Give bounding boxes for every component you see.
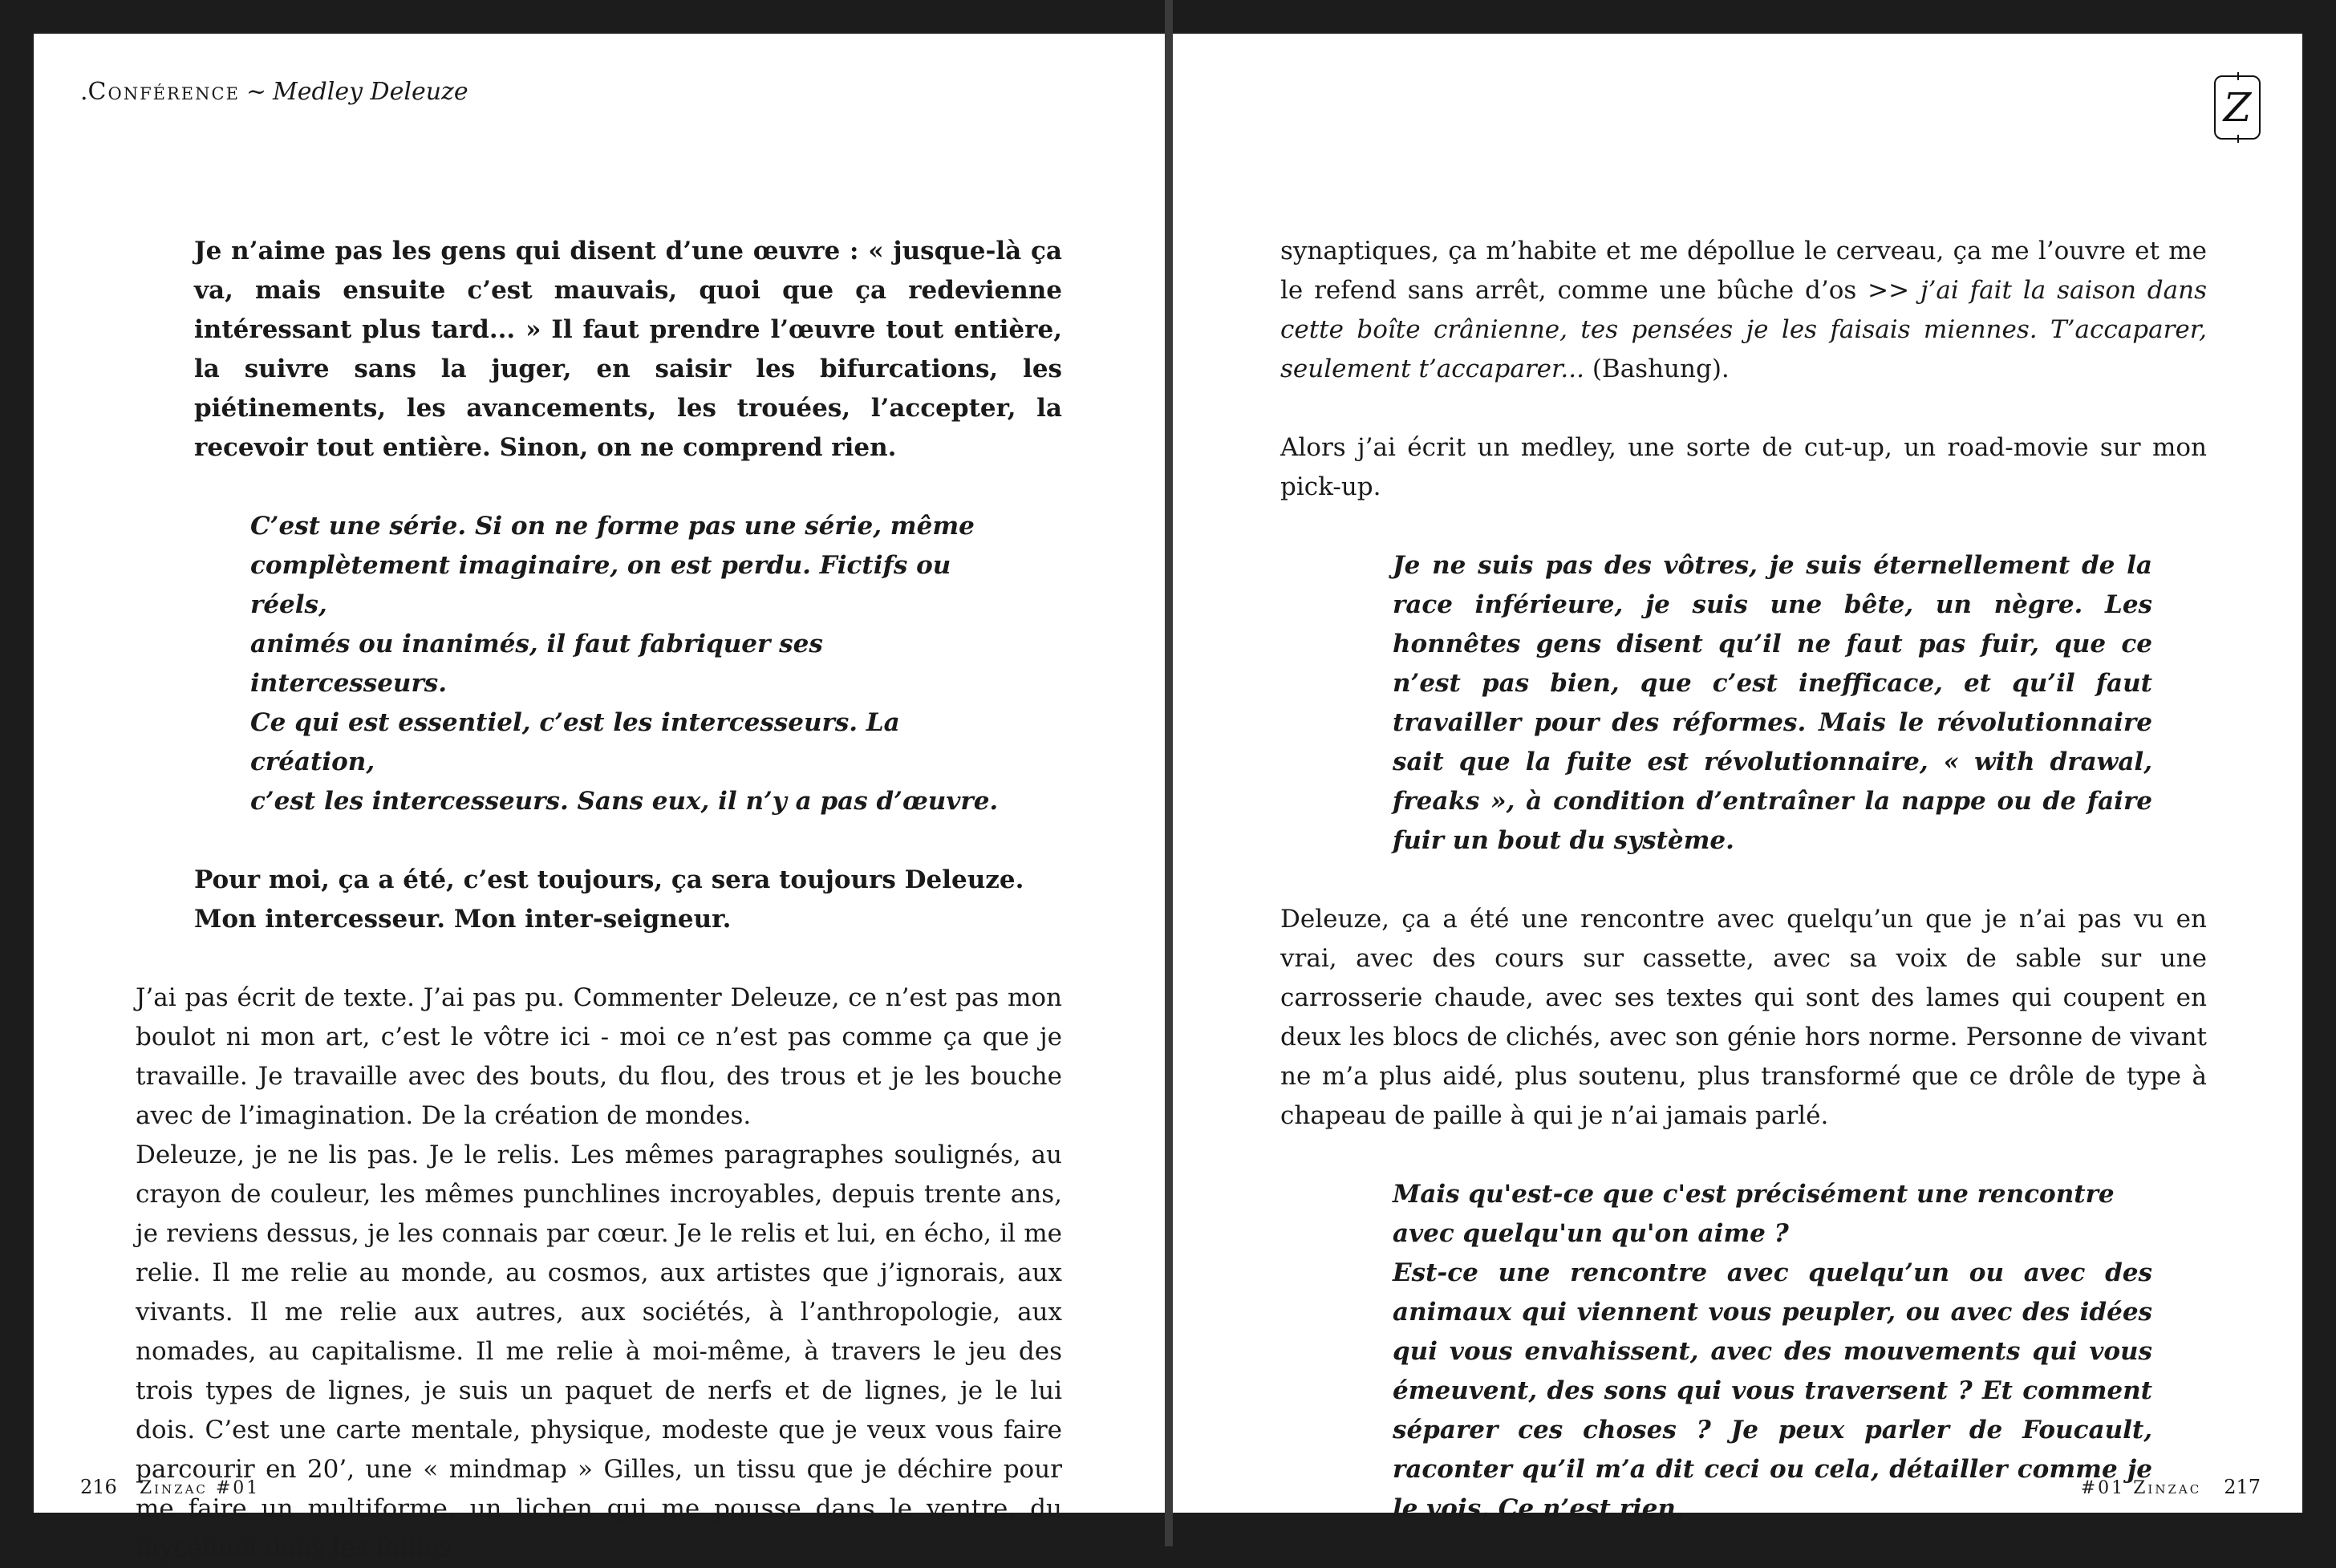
quote-line: C’est une série. Si on ne forme pas une série, même	[250, 512, 975, 541]
quote-line: Ce qui est essentiel, c’est les intercesseurs. La création,	[250, 708, 900, 776]
page-number: 216	[80, 1476, 117, 1498]
continuation-text: synaptiques, ça m’habite et me dépollue le cerveau, ça me l’ouvre et me le refend sans arrêt, comme une bûche d’os >>	[1280, 237, 2207, 305]
statement-line: Pour moi, ça a été, c’est toujours, ça sera toujours Deleuze.	[194, 865, 1024, 894]
statement-line: Mon intercesseur. Mon inter-seigneur.	[194, 905, 732, 934]
running-head-section: Conférence	[87, 78, 240, 106]
intercesseurs-quote	[250, 507, 1004, 821]
revolutionnaire-quote: Je ne suis pas des vôtres, je suis éternellement de la race inférieure, je suis une bête, un nègre. Les honnêtes gens disent qu’il ne faut pas fuir, que ce n’est pas bien, que c’est inefficace, et qu’il faut travailler pour des réformes. Mais le révolutionnaire sait que la fuite est révolutionnaire, « with drawal, freaks », à condition d’entraîner la nappe ou de faire fuir un bout du système.	[1393, 551, 2152, 855]
left-page	[34, 34, 1165, 1562]
quote-opening: Mais qu'est-ce que c'est précisément une rencontre avec quelqu'un qu'on aime ?	[1393, 1180, 2115, 1248]
body-paragraph: Deleuze, je ne lis pas. Je le relis. Les mêmes paragraphes soulignés, au crayon de couleur, les mêmes punchlines incroyables, depuis trente ans, je reviens dessus, je les connais par cœur. Je le relis et lui, en écho, il me relie. Il me relie au monde, au cosmos, aux artistes que j’ignorais, aux vivants. Il me relie aux autres, aux sociétés, à l’anthropologie, aux nomades, au capitalisme. Il me relie à moi-même, à travers le jeu des trois types de lignes, je suis un paquet de nerfs et de lignes, je le lui dois. C’est une carte mentale, physique, modeste que je veux vous faire parcourir en 20’, une « mindmap » Gilles, un tissu que je déchire pour me faire un multiforme, un lichen qui me pousse dans le ventre, du mycélium dans les failles	[136, 1141, 1062, 1562]
zinzac-logo: Z	[2214, 75, 2261, 140]
body-paragraph: Deleuze, ça a été une rencontre avec quelqu’un que je n’ai pas vu en vrai, avec des cours sur cassette, avec sa voix de sable sur une carrosserie chaude, avec ses textes qui sont des lames qui coupent en deux les blocs de clichés, avec son génie hors norme. Personne de vivant ne m’a plus aidé, plus soutenu, plus transformé que ce drôle de type à chapeau de paille à qui je n’ai jamais parlé.	[1280, 905, 2207, 1130]
continuation-end: (Bashung).	[1584, 355, 1730, 383]
left-text-column	[136, 232, 1062, 1568]
body-paragraph: Alors j’ai écrit un medley, une sorte de cut-up, un road-movie sur mon pick-up.	[1280, 433, 2207, 501]
book-gutter	[1165, 0, 1173, 1546]
running-head-prefix: .	[80, 78, 88, 106]
quote-body: Est-ce une rencontre avec quelqu’un ou avec des animaux qui viennent vous peupler, ou avec des idées qui vous envahissent, avec des mouvements qui vous émeuvent, des sons qui vous traversent ? Et comment séparer ces choses ? Je peux parler de Foucault, raconter qu’il m’a dit ceci ou cela, détailler comme je le vois. Ce n’est rien,	[1393, 1258, 2152, 1523]
page-number: 217	[2224, 1476, 2261, 1498]
folio-left	[80, 1476, 260, 1498]
running-head	[80, 78, 468, 106]
running-head-title: Medley Deleuze	[273, 78, 468, 106]
continuation-paragraph	[1280, 232, 2207, 389]
running-head-separator: ~	[245, 78, 267, 106]
magazine-name: #01 Zinzac	[2080, 1478, 2202, 1498]
right-text-column	[1280, 232, 2207, 1529]
body-paragraph: J’ai pas écrit de texte. J’ai pas pu. Commenter Deleuze, ce n’est pas mon boulot ni mon art, c’est le vôtre ici - moi ce n’est pas comme ça que je travaille. Je travaille avec des bouts, du flou, des trous et je les bouche avec de l’imagination. De la création de mondes.	[136, 983, 1062, 1130]
quote-line: complètement imaginaire, on est perdu. Fictifs ou réels,	[250, 551, 951, 619]
magazine-name: Zinzac #01	[139, 1478, 261, 1498]
quote-line: c’est les intercesseurs. Sans eux, il n’y a pas d’œuvre.	[250, 787, 999, 816]
intercesseur-statement	[136, 861, 1062, 939]
right-page	[1173, 34, 2302, 1523]
rencontre-quote	[1280, 1175, 2207, 1529]
folio-right	[2081, 1476, 2261, 1498]
deleuze-intro-quote: Je n’aime pas les gens qui disent d’une œuvre : « jusque-là ça va, mais ensuite c’est mauvais, quoi que ça redevienne intéressant plus tard... » Il faut prendre l’œuvre tout entière, la suivre sans la juger, en saisir les bifurcations, les piétinements, les avancements, les trouées, l’accepter, la recevoir tout entière. Sinon, on ne comprend rien.	[194, 237, 1062, 462]
quote-line: animés ou inanimés, il faut fabriquer ses intercesseurs.	[250, 630, 823, 698]
bashung-lyrics: j’ai fait la saison dans cette boîte crânienne, tes pensées je les faisais miennes. T’accaparer, seulement t’accaparer...	[1280, 276, 2208, 383]
